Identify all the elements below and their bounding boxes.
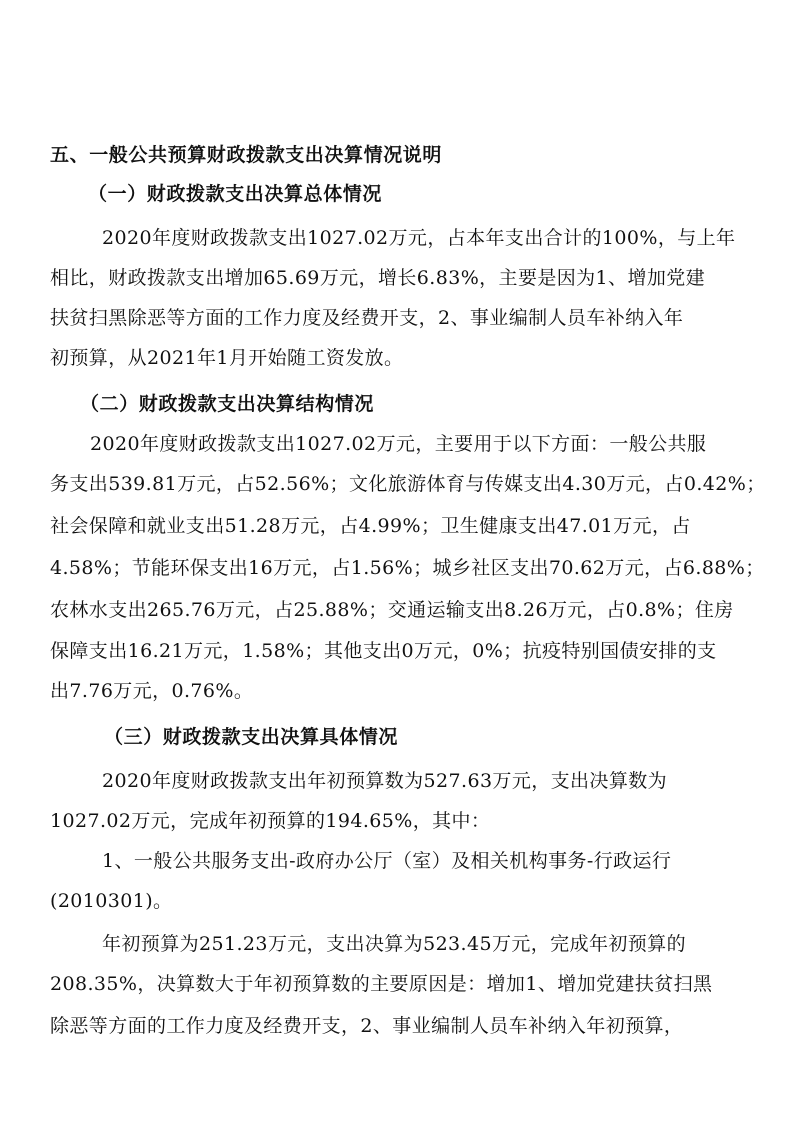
section2-line-2: 务支出539.81万元，占52.56%；文化旅游体育与传媒支出4.30万元，占0.42%； [50, 473, 766, 495]
section3-line-7: 除恶等方面的工作力度及经费开支，2、事业编制人员车补纳入年初预算， [50, 1015, 684, 1037]
section3-line-5: 年初预算为251.23万元，支出决算为523.45万元，完成年初预算的 [102, 933, 686, 955]
section1-line-3: 扶贫扫黑除恶等方面的工作力度及经费开支，2、事业编制人员车补纳入年 [50, 307, 684, 329]
document-main-heading: 五、一般公共预算财政拨款支出决算情况说明 [50, 144, 443, 166]
section2-line-6: 保障支出16.21万元，1.58%；其他支出0万元，0%；抗疫特别国债安排的支 [50, 640, 717, 662]
section2-title: （二）财政拨款支出决算结构情况 [80, 393, 375, 415]
section3-line-4: (2010301)。 [50, 890, 173, 912]
section2-line-7: 出7.76万元，0.76%。 [50, 680, 254, 702]
section2-line-3: 社会保障和就业支出51.28万元，占4.99%；卫生健康支出47.01万元，占 [50, 515, 691, 537]
section1-line-4: 初预算，从2021年1月开始随工资发放。 [50, 347, 404, 369]
section3-title: （三）财政拨款支出决算具体情况 [104, 726, 399, 748]
section3-line-6: 208.35%，决算数大于年初预算数的主要原因是：增加1、增加党建扶贫扫黑 [50, 973, 713, 995]
section2-line-4: 4.58%；节能环保支出16万元，占1.56%；城乡社区支出70.62万元，占6.88%； [50, 557, 765, 579]
section3-line-1: 2020年度财政拨款支出年初预算数为527.63万元，支出决算数为 [102, 770, 668, 792]
section3-line-2: 1027.02万元，完成年初预算的194.65%，其中： [50, 810, 491, 832]
section3-line-3: 1、一般公共服务支出-政府办公厅（室）及相关机构事务-行政运行 [102, 850, 672, 872]
section1-title: （一）财政拨款支出决算总体情况 [88, 183, 383, 205]
section2-line-5: 农林水支出265.76万元，占25.88%；交通运输支出8.26万元，占0.8%；住房 [50, 599, 734, 621]
section1-line-2: 相比，财政拨款支出增加65.69万元，增长6.83%，主要是因为1、增加党建 [50, 267, 706, 289]
section1-line-1: 2020年度财政拨款支出1027.02万元，占本年支出合计的100%，与上年 [102, 227, 736, 249]
section2-line-1: 2020年度财政拨款支出1027.02万元，主要用于以下方面：一般公共服 [90, 433, 707, 455]
